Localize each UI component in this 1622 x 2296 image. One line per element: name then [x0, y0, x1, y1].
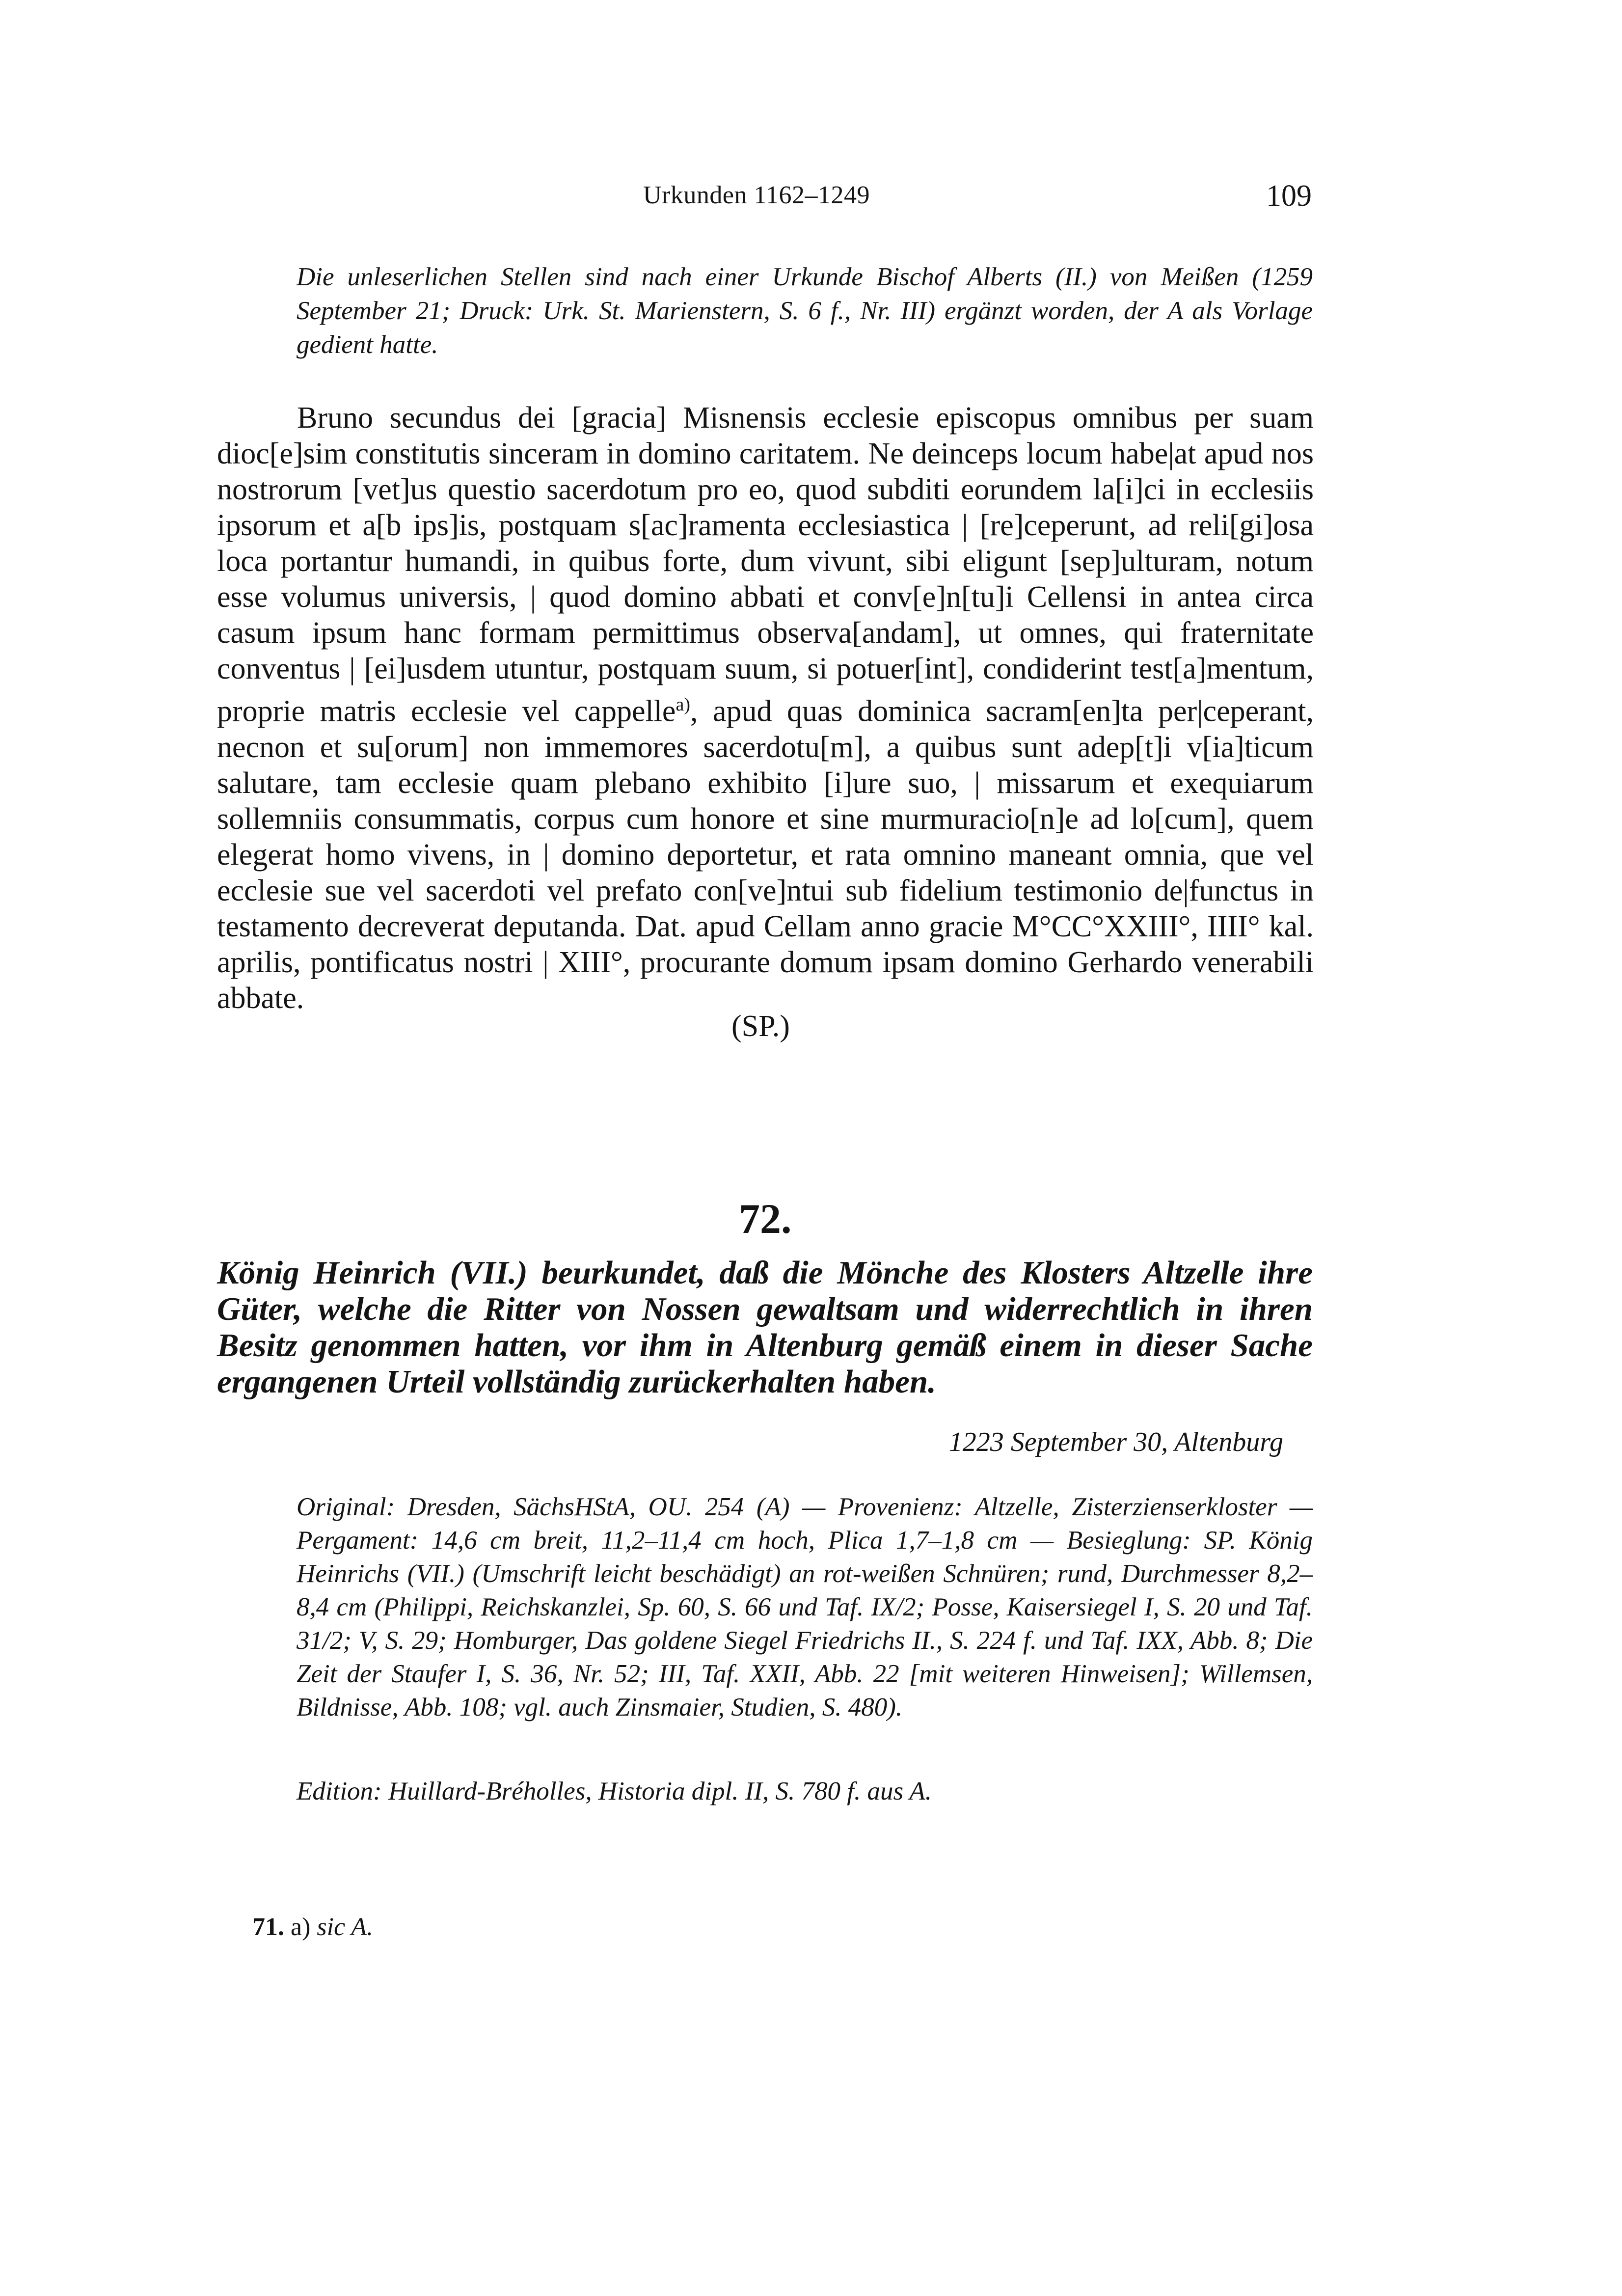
- regest-heading: König Heinrich (VII.) beurkundet, daß die Mönche des Klosters Altzelle ihre Güter, welche die Ritter von Nossen gewaltsam und widerrechtlich in ihren Besitz genommen hatten, vor ihm in Altenburg gemäß einem in dieser Sache ergangenen Urteil vollständig zurückerhalten haben.: [217, 1255, 1313, 1400]
- seal-note: (SP.): [731, 1010, 790, 1043]
- footnote-marker: a): [676, 694, 690, 715]
- page-number: 109: [1266, 179, 1312, 213]
- footnote: [252, 1913, 373, 1941]
- footnote-label: a): [291, 1913, 311, 1941]
- preface-note: Die unleserlichen Stellen sind nach einer Urkunde Bischof Alberts (II.) von Meißen (1259 September 21; Druck: Urk. St. Marienstern, S. 6 f., Nr. III) ergänzt worden, der A als Vorlage gedient hatte.: [297, 263, 1313, 359]
- charter-text-part-1: Bruno secundus dei [gracia] Misnensis ecclesie episcopus omnibus per suam dioc[e]sim constitutis sinceram in domino caritatem. Ne deinceps locum habe|at apud nos nostrorum [vet]us questio sacerdotum pro eo, quod subditi eorundem la[i]ci in ecclesiis ipsorum et a[b ips]is, postquam s[ac]ramenta ecclesiastica | [re]ceperunt, ad reli[gi]osa loca portantur humandi, in quibus forte, dum vivunt, sibi eligunt [sep]ulturam, notum esse volumus universis, | quod domino abbati et conv[e]n[tu]i Cellensi in antea circa casum ipsum hanc formam permittimus observa[andam], ut omnes, qui fraternitate conventus | [ei]usdem utuntur, postquam suum, si potuer[int], condiderint test[a]mentum, proprie matris ecclesie vel cappelle: [217, 401, 1314, 728]
- edition-note: Edition: Huillard-Bréholles, Historia dipl. II, S. 780 f. aus A.: [297, 1777, 932, 1805]
- charter-text: [217, 400, 1314, 1016]
- footnote-text: sic A.: [317, 1913, 373, 1941]
- charter-text-part-2: , apud quas dominica sacram[en]ta per|ceperant, necnon et su[orum] non immemores sacerdotu[m], a quibus sunt adep[t]i v[ia]ticum salutare, tam ecclesie quam plebano exhibito [i]ure suo, | missarum et exequiarum sollemniis consummatis, corpus cum honore et sine murmuracio[n]e ad lo[cum], quem elegerat homo vivens, in | domino deportetur, et rata omnino maneant omnia, que vel ecclesie sue vel sacerdoti vel prefato con[ve]ntui sub fidelium testimonio de|functus in testamento decreverat deputanda. Dat. apud Cellam anno gracie M°CC°XXIII°, IIII° kal. aprilis, pontificatus nostri | XIII°, procurante domum ipsam domino Gerhardo venerabili abbate.: [217, 694, 1314, 1015]
- document-number: 72.: [739, 1195, 792, 1242]
- source-description: Original: Dresden, SächsHStA, OU. 254 (A) — Provenienz: Altzelle, Zisterzienserkloster — Pergament: 14,6 cm breit, 11,2–11,4 cm hoch, Plica 1,7–1,8 cm — Besieglung: SP. König Heinrichs (VII.) (Umschrift leicht beschädigt) an rot-weißen Schnüren; rund, Durchmesser 8,2–8,4 cm (Philippi, Reichskanzlei, Sp. 60, S. 66 und Taf. IX/2; Posse, Kaisersiegel I, S. 20 und Taf. 31/2; V, S. 29; Homburger, Das goldene Siegel Friedrichs II., S. 224 f. und Taf. IXX, Abb. 8; Die Zeit der Staufer I, S. 36, Nr. 52; III, Taf. XXII, Abb. 22 [mit weiteren Hinweisen]; Willemsen, Bildnisse, Abb. 108; vgl. auch Zinsmaier, Studien, S. 480).: [297, 1493, 1313, 1722]
- footnote-ref: 71.: [252, 1913, 284, 1941]
- date-place: 1223 September 30, Altenburg: [948, 1427, 1283, 1457]
- running-header: Urkunden 1162–1249: [643, 181, 870, 209]
